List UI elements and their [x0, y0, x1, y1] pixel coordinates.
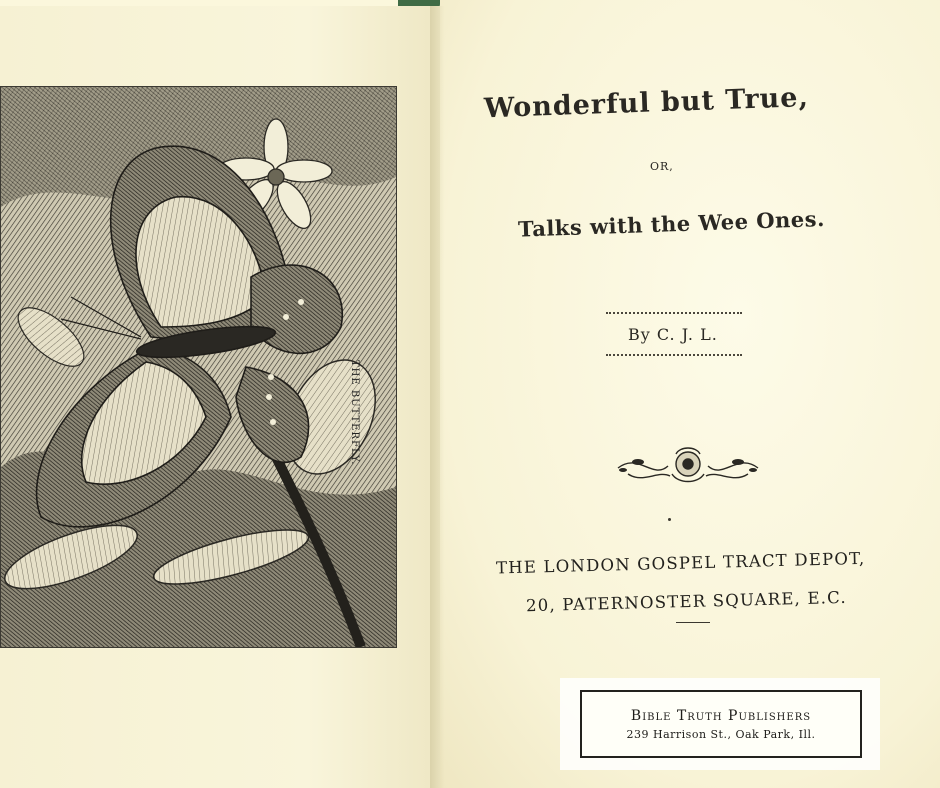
author-rule-top — [606, 312, 742, 314]
butterfly-engraving — [0, 86, 397, 648]
title-or: OR, — [650, 160, 674, 173]
label-address: 239 Harrison St., Oak Park, Ill. — [626, 728, 816, 741]
publisher-label — [580, 690, 862, 758]
book-subtitle: Talks with the Wee Ones. — [517, 205, 826, 242]
publisher-address: 20, PATERNOSTER SQUARE, E.C. — [525, 587, 848, 616]
plate-caption: THE BUTTERFLY. — [349, 360, 360, 466]
label-name: Bible Truth Publishers — [630, 708, 812, 724]
publisher-name: THE LONDON GOSPEL TRACT DEPOT, — [495, 548, 866, 578]
title-page — [440, 0, 940, 788]
author-rule-bottom — [606, 354, 742, 356]
floral-ornament — [608, 440, 768, 490]
book-title: Wonderful but True, — [483, 81, 810, 125]
ornament-dot — [668, 518, 671, 521]
closing-rule — [676, 622, 710, 623]
butterfly-illustration — [1, 87, 396, 647]
author-line: By C. J. L. — [628, 325, 718, 344]
